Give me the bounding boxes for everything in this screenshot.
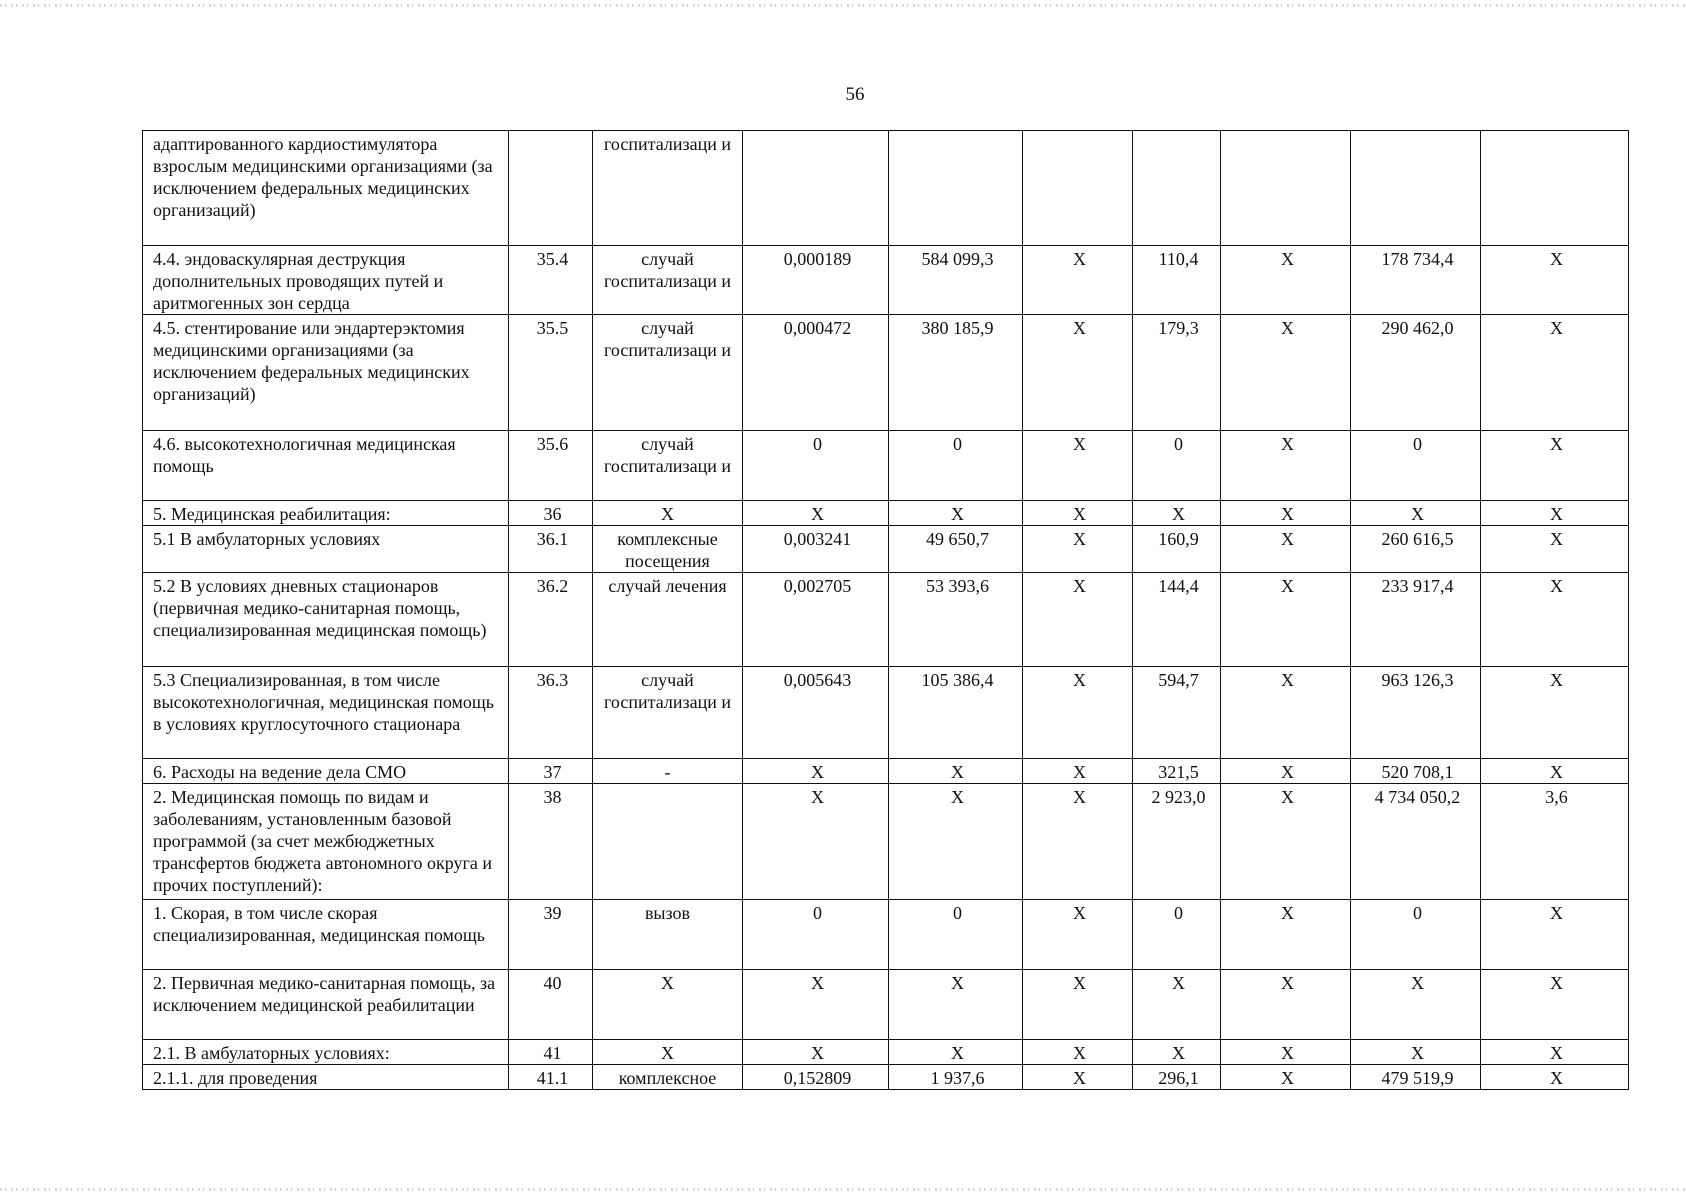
unit-cell: случай лечения <box>593 573 743 667</box>
volume-norm-cell: 0,000189 <box>743 246 889 315</box>
col7-cell: X <box>1133 501 1221 526</box>
line-number-cell: 37 <box>509 759 593 784</box>
col7-cell: 2 923,0 <box>1133 784 1221 900</box>
row-name-cell: 2.1. В амбулаторных условиях: <box>143 1040 509 1065</box>
col10-cell <box>1481 131 1629 246</box>
col7-cell: X <box>1133 970 1221 1040</box>
cost-norm-cell: 584 099,3 <box>889 246 1023 315</box>
col9-cell: X <box>1351 501 1481 526</box>
table-row <box>143 526 1629 573</box>
unit-cell: случай госпитализаци и <box>593 431 743 501</box>
col6-cell: X <box>1023 1040 1133 1065</box>
line-number-cell: 41 <box>509 1040 593 1065</box>
volume-norm-cell: X <box>743 970 889 1040</box>
row-name-cell: 6. Расходы на ведение дела СМО <box>143 759 509 784</box>
col6-cell: X <box>1023 667 1133 759</box>
line-number-cell: 35.4 <box>509 246 593 315</box>
col6-cell: X <box>1023 784 1133 900</box>
cost-norm-cell: 49 650,7 <box>889 526 1023 573</box>
cost-norm-cell: 53 393,6 <box>889 573 1023 667</box>
row-name-cell: 1. Скорая, в том числе скорая специализированная, медицинская помощь <box>143 900 509 970</box>
unit-cell: X <box>593 501 743 526</box>
unit-cell: - <box>593 759 743 784</box>
col6-cell: X <box>1023 246 1133 315</box>
col8-cell: X <box>1221 1040 1351 1065</box>
unit-cell: вызов <box>593 900 743 970</box>
col9-cell: 178 734,4 <box>1351 246 1481 315</box>
col6-cell <box>1023 131 1133 246</box>
table-row <box>143 315 1629 431</box>
line-number-cell: 35.5 <box>509 315 593 431</box>
table-row <box>143 131 1629 246</box>
table-row <box>143 759 1629 784</box>
unit-cell <box>593 784 743 900</box>
col8-cell: X <box>1221 784 1351 900</box>
col9-cell: 963 126,3 <box>1351 667 1481 759</box>
cost-norm-cell: X <box>889 970 1023 1040</box>
table-row <box>143 970 1629 1040</box>
col6-cell: X <box>1023 501 1133 526</box>
table-row <box>143 573 1629 667</box>
table-row <box>143 667 1629 759</box>
table-row <box>143 431 1629 501</box>
col6-cell: X <box>1023 573 1133 667</box>
col8-cell: X <box>1221 1065 1351 1090</box>
volume-norm-cell: 0,000472 <box>743 315 889 431</box>
scan-edge-bottom <box>0 1188 1686 1191</box>
cost-norm-cell: X <box>889 1040 1023 1065</box>
row-name-cell: 2. Медицинская помощь по видам и заболеваниям, установленным базовой программой (за счет межбюджетных трансфертов бюджета автономного округа и прочих поступлений): <box>143 784 509 900</box>
col6-cell: X <box>1023 900 1133 970</box>
col6-cell: X <box>1023 315 1133 431</box>
col10-cell: X <box>1481 970 1629 1040</box>
row-name-cell: адаптированного кардиостимулятора взрослым медицинскими организациями (за исключением федеральных медицинских организаций) <box>143 131 509 246</box>
row-name-cell: 4.6. высокотехнологичная медицинская помощь <box>143 431 509 501</box>
cost-norm-cell: 105 386,4 <box>889 667 1023 759</box>
col9-cell: 0 <box>1351 431 1481 501</box>
cost-norm-cell: 0 <box>889 431 1023 501</box>
col9-cell: 0 <box>1351 900 1481 970</box>
unit-cell: случай госпитализаци и <box>593 315 743 431</box>
col8-cell <box>1221 131 1351 246</box>
col7-cell: 110,4 <box>1133 246 1221 315</box>
volume-norm-cell: 0,152809 <box>743 1065 889 1090</box>
line-number-cell: 40 <box>509 970 593 1040</box>
col7-cell: 160,9 <box>1133 526 1221 573</box>
table-row <box>143 1040 1629 1065</box>
unit-cell: случай госпитализаци и <box>593 246 743 315</box>
col6-cell: X <box>1023 759 1133 784</box>
volume-norm-cell: 0 <box>743 900 889 970</box>
line-number-cell: 36.1 <box>509 526 593 573</box>
unit-cell: X <box>593 970 743 1040</box>
line-number-cell: 36.3 <box>509 667 593 759</box>
col10-cell: X <box>1481 900 1629 970</box>
table-row <box>143 501 1629 526</box>
cost-norm-cell: X <box>889 784 1023 900</box>
row-name-cell: 4.4. эндоваскулярная деструкция дополнительных проводящих путей и аритмогенных зон сердца <box>143 246 509 315</box>
col10-cell: X <box>1481 573 1629 667</box>
page-number: 56 <box>845 84 865 105</box>
unit-cell: случай госпитализаци и <box>593 667 743 759</box>
col9-cell <box>1351 131 1481 246</box>
row-name-cell: 4.5. стентирование или эндартерэктомия медицинскими организациями (за исключением федеральных медицинских организаций) <box>143 315 509 431</box>
table-row <box>143 900 1629 970</box>
col8-cell: X <box>1221 759 1351 784</box>
table-row <box>143 1065 1629 1090</box>
cost-norm-cell: X <box>889 759 1023 784</box>
col10-cell: X <box>1481 246 1629 315</box>
col8-cell: X <box>1221 573 1351 667</box>
col7-cell <box>1133 131 1221 246</box>
col6-cell: X <box>1023 526 1133 573</box>
col10-cell: X <box>1481 315 1629 431</box>
line-number-cell: 38 <box>509 784 593 900</box>
row-name-cell: 5. Медицинская реабилитация: <box>143 501 509 526</box>
volume-norm-cell: 0 <box>743 431 889 501</box>
cost-norm-cell <box>889 131 1023 246</box>
volume-norm-cell: 0,003241 <box>743 526 889 573</box>
col7-cell: 0 <box>1133 431 1221 501</box>
col9-cell: 290 462,0 <box>1351 315 1481 431</box>
line-number-cell: 36 <box>509 501 593 526</box>
col10-cell: X <box>1481 431 1629 501</box>
cost-norm-cell: X <box>889 501 1023 526</box>
col9-cell: 520 708,1 <box>1351 759 1481 784</box>
col8-cell: X <box>1221 900 1351 970</box>
unit-cell: госпитализаци и <box>593 131 743 246</box>
col8-cell: X <box>1221 246 1351 315</box>
col9-cell: 4 734 050,2 <box>1351 784 1481 900</box>
col10-cell: X <box>1481 667 1629 759</box>
col7-cell: 144,4 <box>1133 573 1221 667</box>
col7-cell: 296,1 <box>1133 1065 1221 1090</box>
row-name-cell: 5.3 Специализированная, в том числе высокотехнологичная, медицинская помощь в условиях круглосуточного стационара <box>143 667 509 759</box>
col9-cell: 479 519,9 <box>1351 1065 1481 1090</box>
cost-norm-cell: 0 <box>889 900 1023 970</box>
col9-cell: 233 917,4 <box>1351 573 1481 667</box>
col10-cell: X <box>1481 759 1629 784</box>
col6-cell: X <box>1023 970 1133 1040</box>
line-number-cell: 39 <box>509 900 593 970</box>
col10-cell: 3,6 <box>1481 784 1629 900</box>
cost-norm-cell: 380 185,9 <box>889 315 1023 431</box>
volume-norm-cell <box>743 131 889 246</box>
col9-cell: X <box>1351 970 1481 1040</box>
unit-cell: X <box>593 1040 743 1065</box>
scan-edge-top <box>0 4 1686 7</box>
col7-cell: 179,3 <box>1133 315 1221 431</box>
cost-norm-cell: 1 937,6 <box>889 1065 1023 1090</box>
col7-cell: 594,7 <box>1133 667 1221 759</box>
col8-cell: X <box>1221 667 1351 759</box>
volume-norm-cell: X <box>743 784 889 900</box>
col8-cell: X <box>1221 501 1351 526</box>
col8-cell: X <box>1221 526 1351 573</box>
volume-norm-cell: X <box>743 1040 889 1065</box>
line-number-cell: 41.1 <box>509 1065 593 1090</box>
line-number-cell: 36.2 <box>509 573 593 667</box>
volume-norm-cell: X <box>743 759 889 784</box>
volume-norm-cell: 0,002705 <box>743 573 889 667</box>
volume-norm-cell: 0,005643 <box>743 667 889 759</box>
col6-cell: X <box>1023 431 1133 501</box>
row-name-cell: 2.1.1. для проведения <box>143 1065 509 1090</box>
table-row <box>143 784 1629 900</box>
col10-cell: X <box>1481 501 1629 526</box>
col9-cell: X <box>1351 1040 1481 1065</box>
row-name-cell: 2. Первичная медико-санитарная помощь, за исключением медицинской реабилитации <box>143 970 509 1040</box>
col8-cell: X <box>1221 970 1351 1040</box>
col10-cell: X <box>1481 1040 1629 1065</box>
col8-cell: X <box>1221 431 1351 501</box>
col7-cell: 321,5 <box>1133 759 1221 784</box>
col10-cell: X <box>1481 526 1629 573</box>
col7-cell: 0 <box>1133 900 1221 970</box>
col6-cell: X <box>1023 1065 1133 1090</box>
unit-cell: комплексные посещения <box>593 526 743 573</box>
volume-norm-cell: X <box>743 501 889 526</box>
row-name-cell: 5.2 В условиях дневных стационаров (первичная медико-санитарная помощь, специализированная медицинская помощь) <box>143 573 509 667</box>
line-number-cell: 35.6 <box>509 431 593 501</box>
line-number-cell <box>509 131 593 246</box>
col9-cell: 260 616,5 <box>1351 526 1481 573</box>
table-body <box>143 131 1629 1090</box>
col8-cell: X <box>1221 315 1351 431</box>
unit-cell: комплексное <box>593 1065 743 1090</box>
table-row <box>143 246 1629 315</box>
data-table <box>142 130 1629 1090</box>
col10-cell: X <box>1481 1065 1629 1090</box>
row-name-cell: 5.1 В амбулаторных условиях <box>143 526 509 573</box>
col7-cell: X <box>1133 1040 1221 1065</box>
